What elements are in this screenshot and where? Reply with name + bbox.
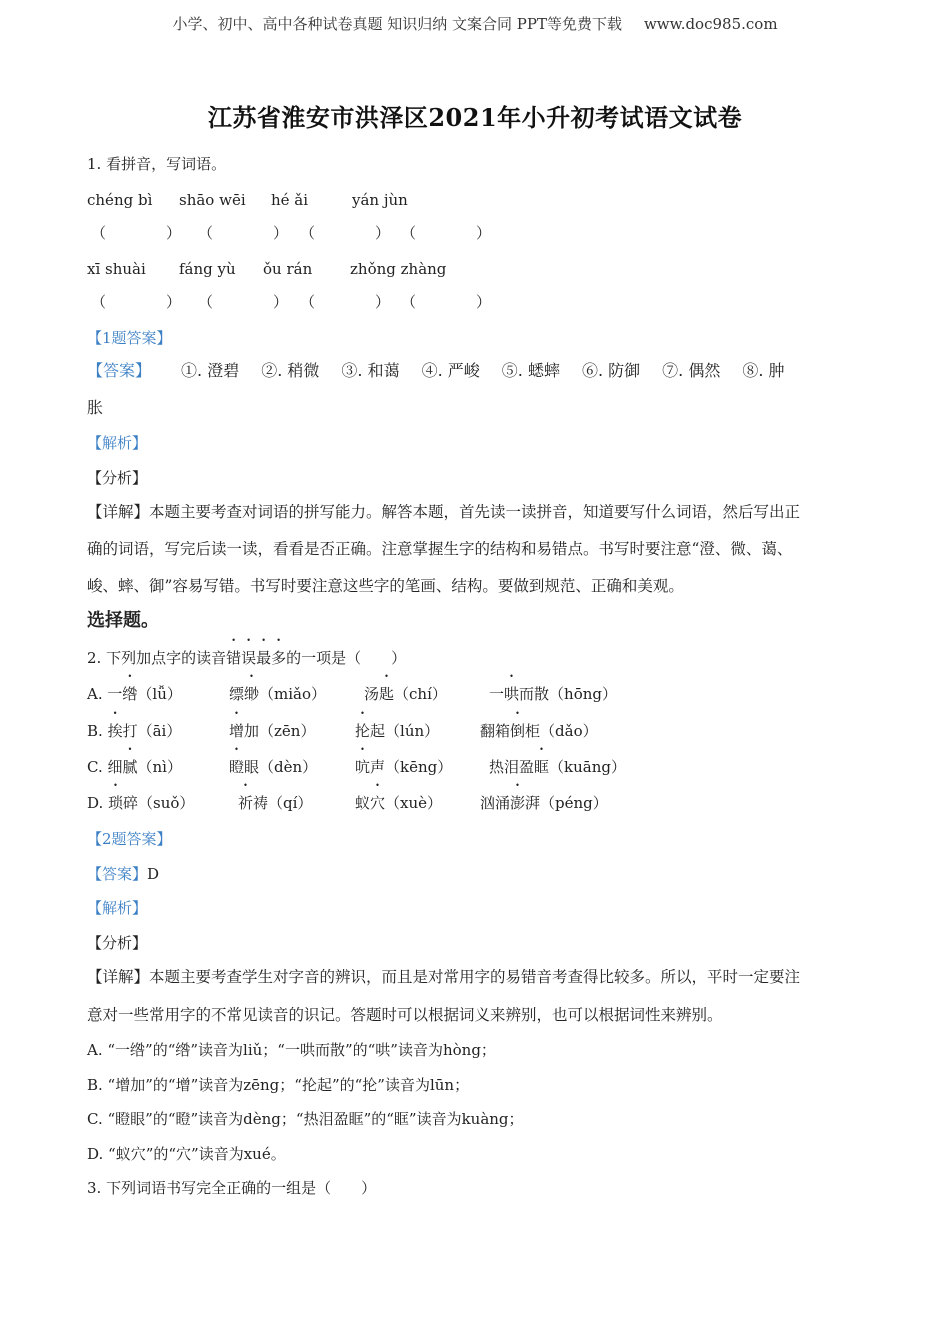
dotted-char: 澎 (510, 794, 526, 812)
dotted-char: 祈 (238, 794, 254, 812)
q1-blanks-row-2 (91, 292, 491, 312)
answer-item: ⑧. 肿 (742, 361, 785, 380)
dotted-char: 绺 (122, 685, 138, 703)
answer-blank[interactable]: （ ） (401, 293, 492, 311)
answer-label: 【答案】 (87, 865, 148, 883)
q2-answer-heading: 【2题答案】 (87, 830, 172, 848)
text-fragment: D. (87, 794, 109, 812)
q1-answer-heading: 【1题答案】 (87, 329, 172, 347)
q1-pinyin-row-1 (87, 190, 408, 210)
text-fragment: 柜（dǎo） (525, 722, 598, 740)
option-item (229, 757, 355, 777)
pinyin-item: xī shuài (87, 260, 146, 278)
option-item (364, 684, 489, 704)
text-fragment: 碎（suǒ） (123, 794, 195, 812)
answer-label: 【答案】 (87, 361, 152, 380)
dotted-char: 挨 (107, 722, 123, 740)
text-fragment: 而散（hōng） (519, 685, 617, 703)
answer-item: ⑤. 蟋蟀 (501, 361, 560, 380)
q2-analysis-label: 【解析】 (87, 899, 148, 917)
pinyin-item: fáng yù (179, 260, 236, 278)
answer-item: ①. 澄碧 (181, 361, 240, 380)
answer-blank[interactable]: （ ） (401, 224, 492, 242)
q2-prompt (87, 648, 406, 668)
q2-option-b[interactable] (87, 721, 598, 741)
text-fragment: 汤 (364, 685, 380, 703)
text-fragment: C. 细 (87, 758, 123, 776)
pinyin-item: yán jùn (352, 191, 408, 209)
q2-answer-line (87, 864, 159, 884)
answer-item: ②. 稍微 (261, 361, 320, 380)
q1-pinyin-row-2 (87, 259, 446, 279)
text-fragment: 汹涌 (480, 794, 511, 812)
text-fragment: （kuāng） (549, 758, 626, 776)
q1-blanks-row-1 (91, 223, 491, 243)
dotted-char: 哄 (504, 685, 520, 703)
option-item (229, 684, 364, 704)
text-fragment: 声（kēng） (370, 758, 453, 776)
section-heading: 选择题。 (87, 610, 159, 631)
text-fragment: （miǎo） (259, 685, 327, 703)
dotted-emphasis (226, 649, 286, 667)
q2-detail-line: 【详解】本题主要考查学生对字音的辨识，而且是对常用字的易错音考查得比较多。所以，平时一定要注 (87, 968, 801, 986)
option-item (87, 757, 229, 777)
answer-item: ⑦. 偶然 (662, 361, 721, 380)
q3-prompt: 3. 下列词语书写完全正确的一组是（ ） (87, 1179, 377, 1197)
q2-explanation: A. “一绺”的“绺”读音为liǔ；“一哄而散”的“哄”读音为hòng； (87, 1041, 496, 1059)
q2-detail-line: 意对一些常用字的不常见读音的识记。答题时可以根据词义来辨别，也可以根据词性来辨别。 (87, 1006, 723, 1024)
text-fragment: 起（lún） (370, 722, 440, 740)
answer-blank[interactable]: （ ） (198, 293, 289, 311)
text-fragment: B. (87, 722, 108, 740)
option-item (87, 793, 238, 813)
option-item (355, 793, 480, 813)
pinyin-item: ǒu rán (263, 260, 313, 278)
q2-option-d[interactable] (87, 793, 608, 813)
q2-prompt-text: 2. 下列加点字的读音 (87, 649, 227, 667)
q2-explanation: B. “增加”的“增”读音为zēng；“抡起”的“抡”读音为lūn； (87, 1076, 470, 1094)
text-fragment: 缥 (229, 685, 245, 703)
option-item (87, 684, 229, 704)
dotted-char: 穴 (370, 794, 386, 812)
pinyin-item: hé ǎi (271, 191, 309, 209)
q1-fenxi-label: 【分析】 (87, 469, 148, 487)
q1-answer-line (87, 361, 785, 381)
answer-value: D (147, 865, 160, 883)
dotted-char: 缈 (244, 685, 260, 703)
dotted-char: 最 (256, 649, 272, 667)
q1-detail-line: 确的词语，写完后读一读，看看是否正确。注意掌握生字的结构和易错点。书写时要注意“澄、微、蔼、 (87, 540, 793, 558)
q1-detail-line: 峻、蟀、御”容易写错。书写时要注意这些字的笔画、结构。要做到规范、正确和美观。 (87, 577, 684, 595)
answer-blank[interactable]: （ ） (91, 293, 182, 311)
dotted-char: 误 (241, 649, 257, 667)
dotted-char: 增 (229, 722, 245, 740)
text-fragment: A. 一 (87, 685, 123, 703)
answer-blank[interactable]: （ ） (198, 224, 289, 242)
text-fragment: （chí） (394, 685, 447, 703)
q1-answer-wrap: 胀 (87, 398, 104, 417)
dotted-char: 吭 (355, 758, 371, 776)
option-item (87, 721, 229, 741)
q1-prompt: 1. 看拼音，写词语。 (87, 155, 227, 173)
option-item (229, 721, 355, 741)
answer-blank[interactable]: （ ） (91, 224, 182, 242)
page-title: 江苏省淮安市洪泽区2021年小升初考试语文试卷 (207, 103, 743, 132)
answer-blank[interactable]: （ ） (300, 224, 391, 242)
dotted-char: 错 (226, 649, 242, 667)
text-fragment: 翻箱 (480, 722, 511, 740)
dotted-char: 腻 (122, 758, 138, 776)
text-fragment: 热泪盈 (489, 758, 535, 776)
q2-explanation: D. “蚁穴”的“穴”读音为xué。 (87, 1145, 286, 1163)
text-fragment: （nì） (137, 758, 182, 776)
text-fragment: 加（zēn） (244, 722, 316, 740)
q1-analysis-label: 【解析】 (87, 434, 148, 452)
dotted-char: 眶 (534, 758, 550, 776)
text-fragment: 祷（qí） (253, 794, 313, 812)
option-item (480, 793, 608, 813)
dotted-char: 匙 (379, 685, 395, 703)
option-item (355, 757, 489, 777)
dotted-char: 琐 (108, 794, 124, 812)
text-fragment: 眼（dèn） (244, 758, 318, 776)
header-site-link[interactable]: www.doc985.com (643, 15, 778, 33)
answer-item: ④. 严峻 (421, 361, 480, 380)
option-item (355, 721, 480, 741)
q2-fenxi-label: 【分析】 (87, 934, 148, 952)
text-fragment: 蚁 (355, 794, 371, 812)
text-fragment: 打（āi） (122, 722, 182, 740)
q2-prompt-text: 的一项是（ ） (286, 649, 407, 667)
text-fragment: 一 (489, 685, 505, 703)
dotted-char: 抡 (355, 722, 371, 740)
q2-option-c[interactable] (87, 757, 626, 777)
header-left-text: 小学、初中、高中各种试卷真题 知识归纳 文案合同 PPT等免费下载 (172, 15, 622, 33)
option-item (480, 721, 598, 741)
answer-blank[interactable]: （ ） (300, 293, 391, 311)
dotted-char: 多 (271, 649, 287, 667)
pinyin-item: chéng bì (87, 191, 153, 209)
pinyin-item: shāo wēi (179, 191, 246, 209)
text-fragment: （lǚ） (137, 685, 182, 703)
option-item (489, 757, 626, 777)
answer-item: ③. 和蔼 (341, 361, 400, 380)
dotted-char: 瞪 (229, 758, 245, 776)
page-header (0, 13, 950, 34)
answer-item: ⑥. 防御 (581, 361, 641, 380)
option-item (489, 684, 617, 704)
text-fragment: （xuè） (385, 794, 443, 812)
q2-explanation: C. “瞪眼”的“瞪”读音为dèng；“热泪盈眶”的“眶”读音为kuàng； (87, 1110, 524, 1128)
dotted-char: 倒 (510, 722, 526, 740)
text-fragment: 湃（péng） (525, 794, 608, 812)
q1-detail-line: 【详解】本题主要考查对词语的拼写能力。解答本题，首先读一读拼音，知道要写什么词语，然后写出正 (87, 503, 801, 521)
pinyin-item: zhǒng zhàng (350, 260, 447, 278)
option-item (238, 793, 355, 813)
q2-option-a[interactable] (87, 684, 617, 704)
